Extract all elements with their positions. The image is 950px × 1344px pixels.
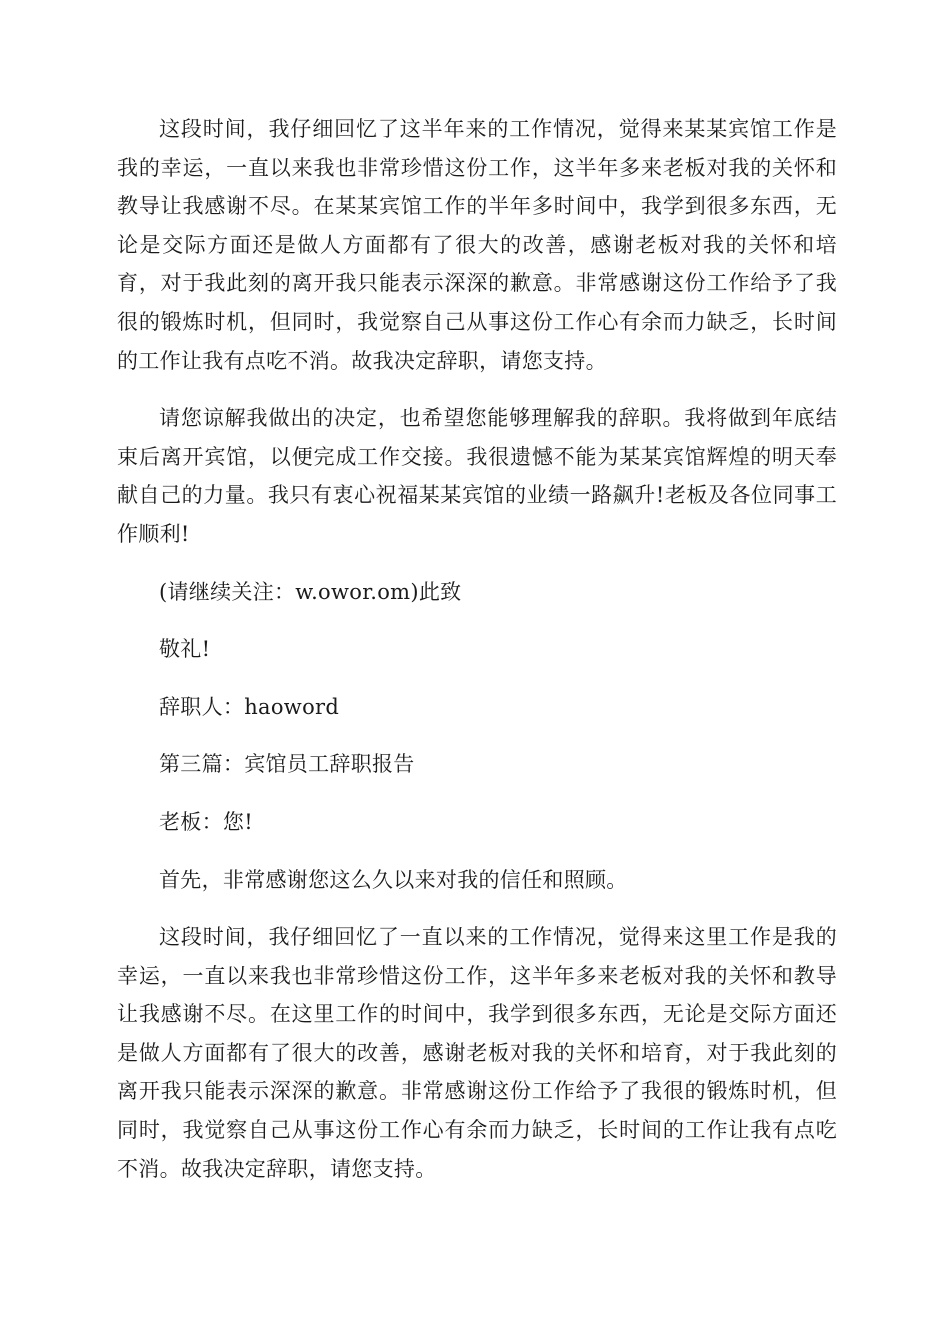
paragraph-final: 这段时间，我仔细回忆了一直以来的工作情况，觉得来这里工作是我的幸运，一直以来我也非常珍惜这份工作，这半年多来老板对我的关怀和教导让我感谢不尽。在这里工作的时间中，我学到很多东西，无论是交际方面还是做人方面都有了很大的改善，感谢老板对我的关怀和培育，对于我此刻的离开我只能表示深深的歉意。非常感谢这份工作给予了我很的锻炼时机，但同时，我觉察自己从事这份工作心有余而力缺乏，长时间的工作让我有点吃不消。故我决定辞职，请您支持。 [117, 925, 837, 1181]
line-thanks: 首先，非常感谢您这么久以来对我的信任和照顾。 [159, 867, 628, 892]
line-salute: 敬礼! [159, 637, 211, 662]
line-greeting: 老板：您! [159, 809, 253, 834]
line-follow-note: (请继续关注：w.owor.om)此致 [159, 579, 462, 604]
section-heading: 第三篇：宾馆员工辞职报告 [159, 752, 415, 777]
line-signature: 辞职人：haoword [159, 694, 340, 719]
paragraph-reflection: 这段时间，我仔细回忆了这半年来的工作情况，觉得来某某宾馆工作是我的幸运，一直以来我也非常珍惜这份工作，这半年多来老板对我的关怀和教导让我感谢不尽。在某某宾馆工作的半年多时间中，我学到很多东西，无论是交际方面还是做人方面都有了很大的改善，感谢老板对我的关怀和培育，对于我此刻的离开我只能表示深深的歉意。非常感谢这份工作给予了我很的锻炼时机，但同时，我觉察自己从事这份工作心有余而力缺乏，长时间的工作让我有点吃不消。故我决定辞职，请您支持。 [117, 117, 837, 373]
document-body [117, 110, 837, 1207]
paragraph-understanding: 请您谅解我做出的决定，也希望您能够理解我的辞职。我将做到年底结束后离开宾馆，以便完成工作交接。我很遗憾不能为某某宾馆辉煌的明天奉献自己的力量。我只有衷心祝福某某宾馆的业绩一路飙升!老板及各位同事工作顺利! [117, 406, 837, 546]
